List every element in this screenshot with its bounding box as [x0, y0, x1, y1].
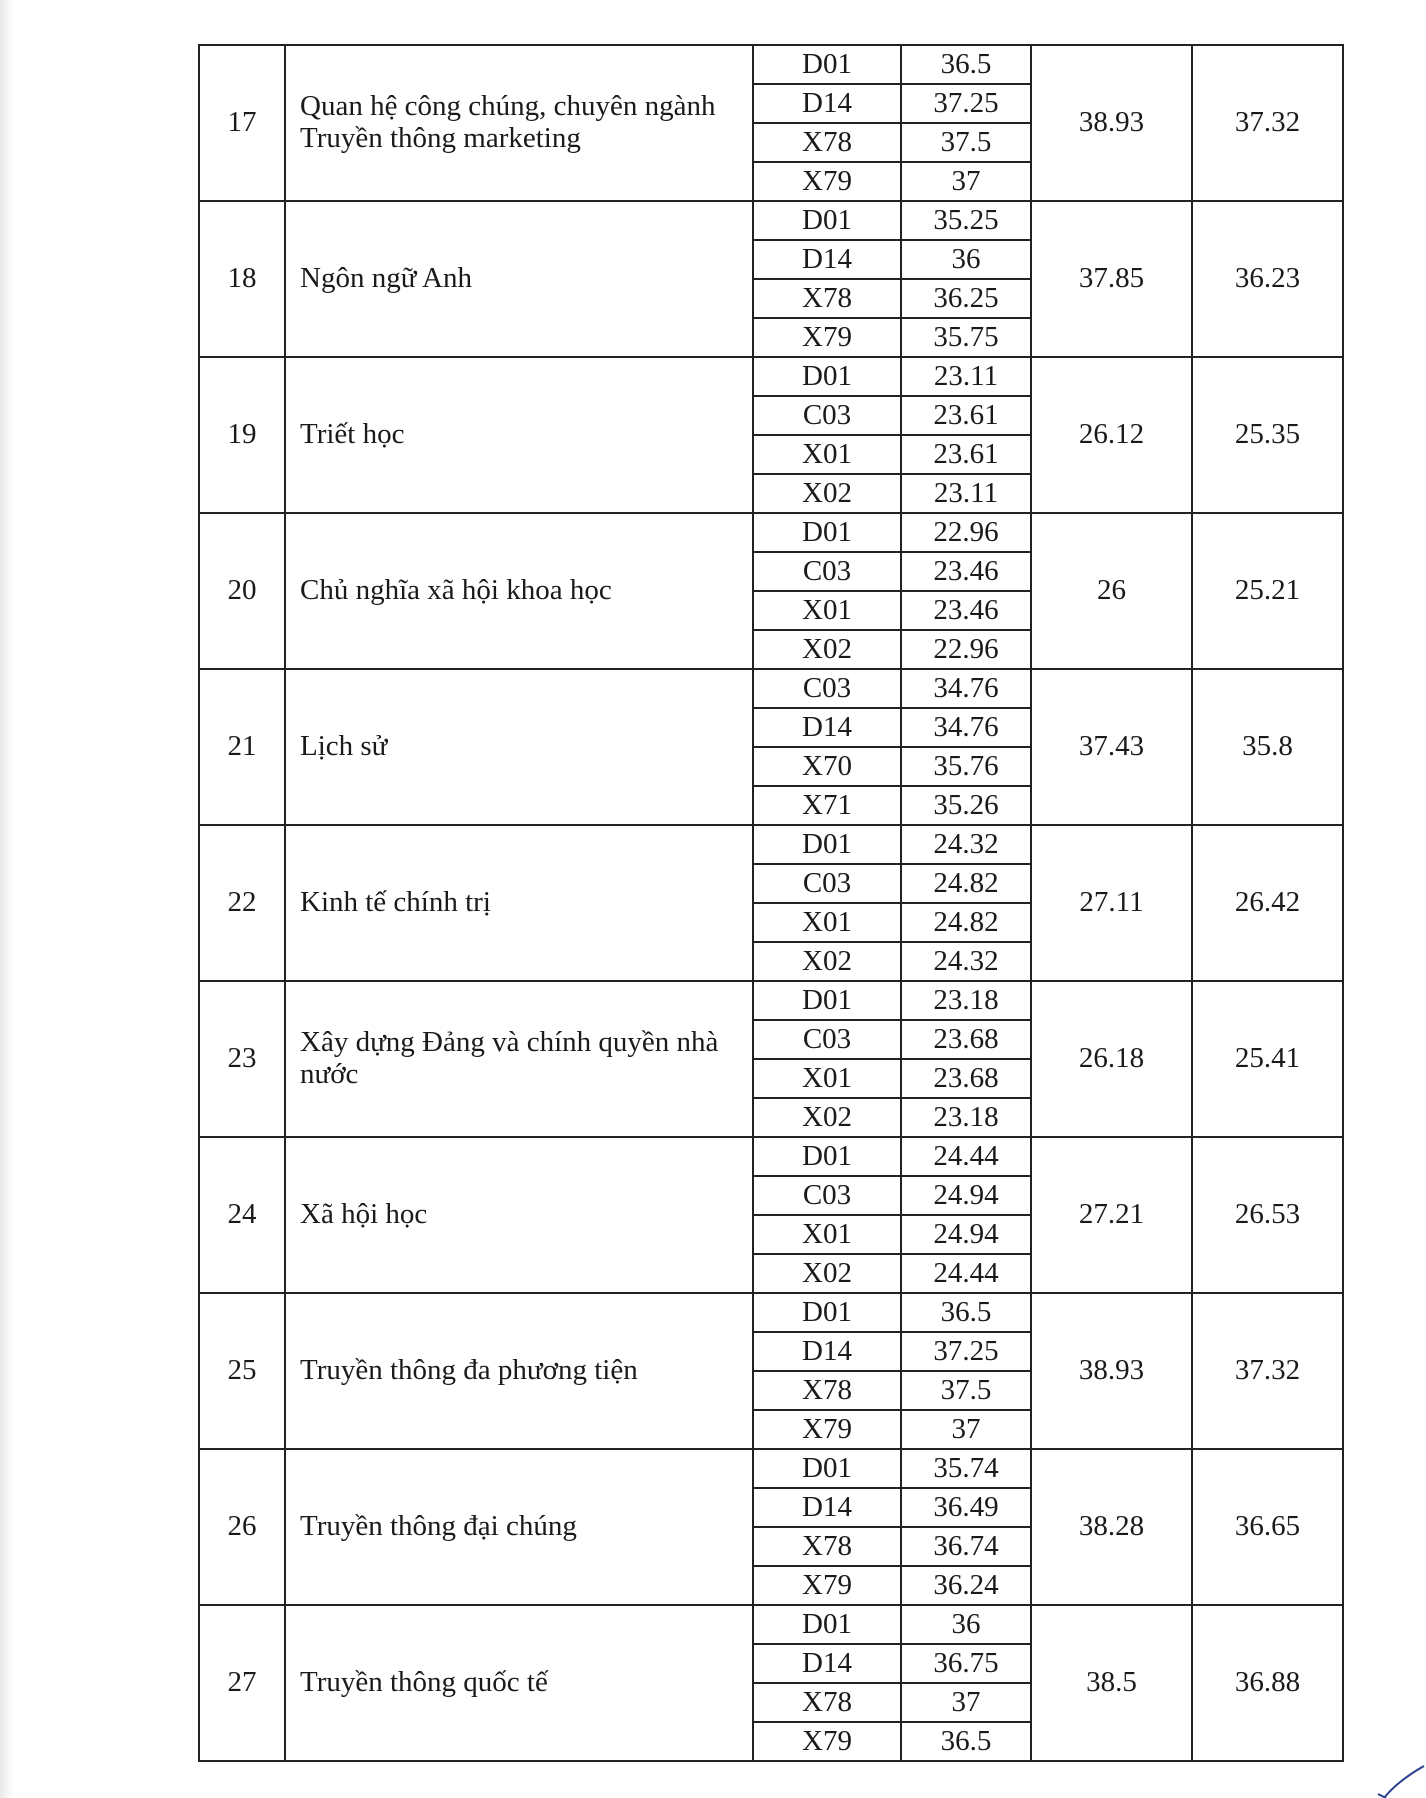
score-column-6-cell: 36.65: [1192, 1449, 1343, 1605]
row-number-cell: 22: [199, 825, 285, 981]
major-name-cell: Xã hội học: [285, 1137, 753, 1293]
table-row: [199, 513, 1343, 552]
block-score-cell: 23.68: [901, 1020, 1031, 1059]
major-name-cell: Xây dựng Đảng và chính quyền nhà nước: [285, 981, 753, 1137]
block-score-cell: 23.68: [901, 1059, 1031, 1098]
subject-block-cell: X02: [753, 630, 901, 669]
table-row: [199, 825, 1343, 864]
score-column-5-cell: 26: [1031, 513, 1192, 669]
block-score-cell: 23.46: [901, 591, 1031, 630]
block-score-cell: 36.5: [901, 45, 1031, 84]
pen-check-mark-icon: [1356, 1758, 1426, 1798]
score-column-6-cell: 25.35: [1192, 357, 1343, 513]
block-score-cell: 22.96: [901, 630, 1031, 669]
subject-block-cell: X02: [753, 474, 901, 513]
subject-block-cell: X01: [753, 903, 901, 942]
major-name-cell: Chủ nghĩa xã hội khoa học: [285, 513, 753, 669]
major-name-cell: Kinh tế chính trị: [285, 825, 753, 981]
table-row: [199, 201, 1343, 240]
score-column-6-cell: 36.88: [1192, 1605, 1343, 1761]
block-score-cell: 23.61: [901, 435, 1031, 474]
block-score-cell: 34.76: [901, 669, 1031, 708]
score-column-5-cell: 27.11: [1031, 825, 1192, 981]
score-column-5-cell: 27.21: [1031, 1137, 1192, 1293]
score-column-6-cell: 37.32: [1192, 45, 1343, 201]
row-number-cell: 18: [199, 201, 285, 357]
block-score-cell: 36.74: [901, 1527, 1031, 1566]
block-score-cell: 34.76: [901, 708, 1031, 747]
table-row: [199, 1293, 1343, 1332]
score-column-6-cell: 37.32: [1192, 1293, 1343, 1449]
block-score-cell: 24.94: [901, 1176, 1031, 1215]
block-score-cell: 23.61: [901, 396, 1031, 435]
row-number-cell: 20: [199, 513, 285, 669]
subject-block-cell: X78: [753, 1527, 901, 1566]
admission-scores-table: [198, 44, 1344, 1762]
score-column-5-cell: 26.12: [1031, 357, 1192, 513]
row-number-cell: 26: [199, 1449, 285, 1605]
subject-block-cell: D01: [753, 201, 901, 240]
block-score-cell: 23.46: [901, 552, 1031, 591]
subject-block-cell: X78: [753, 279, 901, 318]
block-score-cell: 37.5: [901, 1371, 1031, 1410]
block-score-cell: 35.76: [901, 747, 1031, 786]
table-row: [199, 1605, 1343, 1644]
row-number-cell: 23: [199, 981, 285, 1137]
block-score-cell: 36.5: [901, 1293, 1031, 1332]
block-score-cell: 23.11: [901, 474, 1031, 513]
subject-block-cell: D01: [753, 45, 901, 84]
block-score-cell: 36.25: [901, 279, 1031, 318]
block-score-cell: 24.44: [901, 1254, 1031, 1293]
score-column-5-cell: 37.43: [1031, 669, 1192, 825]
subject-block-cell: X79: [753, 318, 901, 357]
subject-block-cell: C03: [753, 396, 901, 435]
block-score-cell: 35.26: [901, 786, 1031, 825]
table-body: [199, 45, 1343, 1761]
subject-block-cell: C03: [753, 669, 901, 708]
subject-block-cell: D01: [753, 1449, 901, 1488]
subject-block-cell: D01: [753, 981, 901, 1020]
subject-block-cell: X79: [753, 162, 901, 201]
block-score-cell: 37.25: [901, 1332, 1031, 1371]
subject-block-cell: D14: [753, 708, 901, 747]
major-name-cell: Truyền thông đa phương tiện: [285, 1293, 753, 1449]
subject-block-cell: D01: [753, 357, 901, 396]
subject-block-cell: C03: [753, 1020, 901, 1059]
block-score-cell: 24.44: [901, 1137, 1031, 1176]
block-score-cell: 37: [901, 1683, 1031, 1722]
subject-block-cell: X01: [753, 1215, 901, 1254]
score-column-6-cell: 25.41: [1192, 981, 1343, 1137]
block-score-cell: 24.32: [901, 825, 1031, 864]
block-score-cell: 23.11: [901, 357, 1031, 396]
subject-block-cell: X02: [753, 1098, 901, 1137]
block-score-cell: 36.5: [901, 1722, 1031, 1761]
score-column-5-cell: 37.85: [1031, 201, 1192, 357]
subject-block-cell: C03: [753, 864, 901, 903]
score-column-6-cell: 35.8: [1192, 669, 1343, 825]
block-score-cell: 37: [901, 162, 1031, 201]
block-score-cell: 35.75: [901, 318, 1031, 357]
score-column-5-cell: 26.18: [1031, 981, 1192, 1137]
subject-block-cell: D14: [753, 240, 901, 279]
row-number-cell: 21: [199, 669, 285, 825]
subject-block-cell: X79: [753, 1410, 901, 1449]
row-number-cell: 24: [199, 1137, 285, 1293]
block-score-cell: 23.18: [901, 981, 1031, 1020]
block-score-cell: 36.75: [901, 1644, 1031, 1683]
block-score-cell: 37.5: [901, 123, 1031, 162]
major-name-cell: Quan hệ công chúng, chuyên ngành Truyền thông marketing: [285, 45, 753, 201]
subject-block-cell: X70: [753, 747, 901, 786]
major-name-cell: Triết học: [285, 357, 753, 513]
subject-block-cell: D14: [753, 1644, 901, 1683]
block-score-cell: 35.74: [901, 1449, 1031, 1488]
block-score-cell: 24.82: [901, 903, 1031, 942]
table-row: [199, 981, 1343, 1020]
score-column-6-cell: 36.23: [1192, 201, 1343, 357]
major-name-cell: Ngôn ngữ Anh: [285, 201, 753, 357]
row-number-cell: 27: [199, 1605, 285, 1761]
subject-block-cell: D01: [753, 1293, 901, 1332]
major-name-cell: Truyền thông đại chúng: [285, 1449, 753, 1605]
row-number-cell: 19: [199, 357, 285, 513]
block-score-cell: 37.25: [901, 84, 1031, 123]
table-row: [199, 1449, 1343, 1488]
block-score-cell: 24.82: [901, 864, 1031, 903]
score-column-5-cell: 38.93: [1031, 45, 1192, 201]
subject-block-cell: D14: [753, 1488, 901, 1527]
subject-block-cell: X78: [753, 1683, 901, 1722]
subject-block-cell: X02: [753, 942, 901, 981]
score-column-5-cell: 38.93: [1031, 1293, 1192, 1449]
subject-block-cell: X01: [753, 591, 901, 630]
score-column-6-cell: 26.42: [1192, 825, 1343, 981]
major-name-cell: Truyền thông quốc tế: [285, 1605, 753, 1761]
subject-block-cell: C03: [753, 1176, 901, 1215]
major-name-cell: Lịch sử: [285, 669, 753, 825]
score-column-6-cell: 26.53: [1192, 1137, 1343, 1293]
scan-edge-shadow: [0, 0, 14, 1798]
subject-block-cell: C03: [753, 552, 901, 591]
subject-block-cell: X71: [753, 786, 901, 825]
subject-block-cell: X78: [753, 123, 901, 162]
subject-block-cell: D01: [753, 1605, 901, 1644]
block-score-cell: 24.94: [901, 1215, 1031, 1254]
subject-block-cell: X02: [753, 1254, 901, 1293]
subject-block-cell: D01: [753, 1137, 901, 1176]
block-score-cell: 36: [901, 240, 1031, 279]
subject-block-cell: D14: [753, 84, 901, 123]
block-score-cell: 36.49: [901, 1488, 1031, 1527]
subject-block-cell: X78: [753, 1371, 901, 1410]
score-column-5-cell: 38.5: [1031, 1605, 1192, 1761]
subject-block-cell: X79: [753, 1566, 901, 1605]
table-row: [199, 1137, 1343, 1176]
row-number-cell: 17: [199, 45, 285, 201]
block-score-cell: 23.18: [901, 1098, 1031, 1137]
subject-block-cell: D14: [753, 1332, 901, 1371]
table-row: [199, 669, 1343, 708]
block-score-cell: 36: [901, 1605, 1031, 1644]
score-column-5-cell: 38.28: [1031, 1449, 1192, 1605]
block-score-cell: 35.25: [901, 201, 1031, 240]
block-score-cell: 22.96: [901, 513, 1031, 552]
subject-block-cell: X01: [753, 435, 901, 474]
subject-block-cell: X01: [753, 1059, 901, 1098]
table-row: [199, 357, 1343, 396]
block-score-cell: 36.24: [901, 1566, 1031, 1605]
block-score-cell: 37: [901, 1410, 1031, 1449]
block-score-cell: 24.32: [901, 942, 1031, 981]
table-row: [199, 45, 1343, 84]
row-number-cell: 25: [199, 1293, 285, 1449]
subject-block-cell: X79: [753, 1722, 901, 1761]
subject-block-cell: D01: [753, 513, 901, 552]
subject-block-cell: D01: [753, 825, 901, 864]
score-column-6-cell: 25.21: [1192, 513, 1343, 669]
